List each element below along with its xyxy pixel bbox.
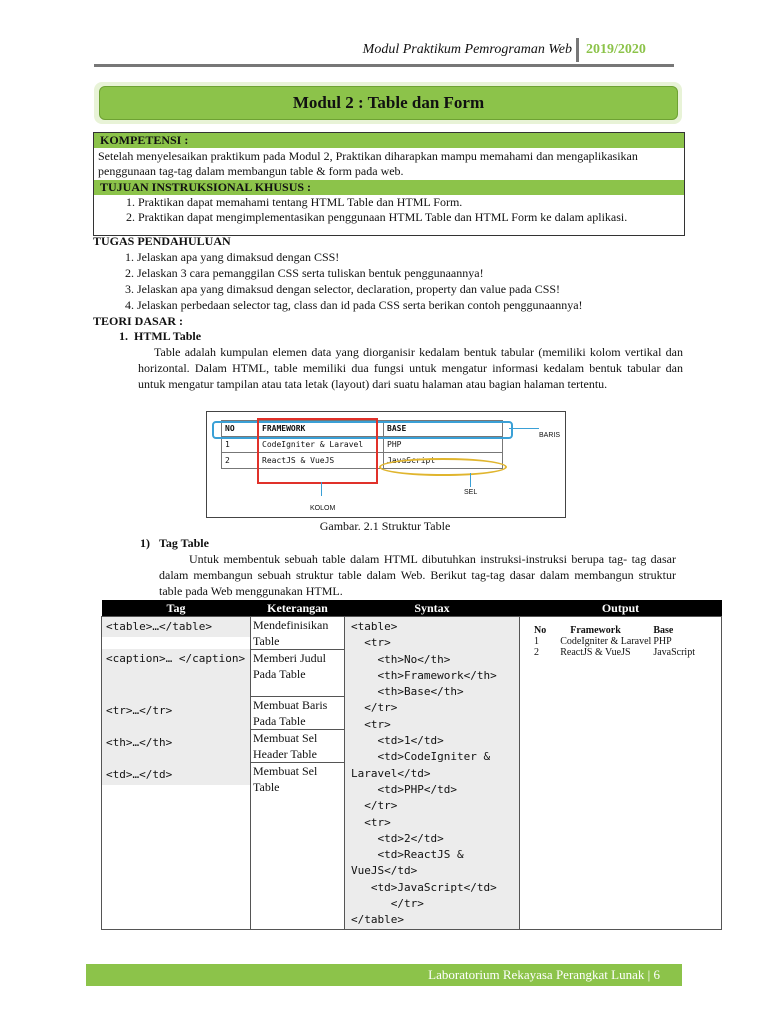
keterangan-text: Membuat Sel Table — [253, 764, 318, 794]
tag-code: <th>…</th> — [102, 733, 250, 765]
subheading-text: Tag Table — [159, 536, 209, 550]
table-header-cell: Keterangan — [251, 600, 345, 617]
figure-header-cell: NO — [222, 421, 259, 437]
output-header-cell: Base — [653, 625, 674, 636]
tag-table-section — [140, 536, 676, 599]
tag-code: <table>…</table> — [102, 617, 250, 637]
teori-heading: TEORI DASAR : — [93, 314, 184, 328]
table-header-cell: Output — [520, 600, 722, 617]
output-table — [534, 625, 695, 658]
output-cell: 2 — [534, 647, 539, 658]
output-cell: ReactJS & VueJS — [560, 647, 631, 658]
tag-table-subheading — [140, 536, 676, 551]
output-cell: 1 — [534, 636, 539, 647]
tujuan-heading: TUJUAN INSTRUKSIONAL KHUSUS : — [94, 180, 684, 195]
tugas-section — [93, 234, 683, 392]
output-header-cell: No — [534, 625, 547, 636]
keterangan-text: Membuat Sel Header Table — [251, 730, 344, 763]
keterangan-text: Mendefinisikan Table — [251, 617, 344, 650]
figure-cell: 2 — [222, 453, 259, 469]
list-item: 2. Praktikan dapat mengimplementasikan penggunaan HTML Table dan HTML Form ke dalam aplikasi. — [138, 210, 684, 225]
output-header-cell: Framework — [570, 625, 621, 636]
subheading-text: HTML Table — [134, 329, 202, 343]
module-title-box — [99, 86, 678, 120]
syntax-column — [345, 617, 520, 930]
figure-header-cell: FRAMEWORK — [259, 421, 384, 437]
subheading-number: 1) — [140, 536, 150, 550]
list-item: 4. Jelaskan perbedaan selector tag, class dan id pada CSS serta berikan contoh penggunaannya! — [137, 297, 683, 313]
tugas-list — [93, 249, 683, 313]
list-item: 1. Praktikan dapat memahami tentang HTML Table dan HTML Form. — [138, 195, 684, 210]
table-header-cell: Tag — [102, 600, 251, 617]
kolom-arrow-icon — [321, 482, 322, 496]
figure-cell: CodeIgniter & Laravel — [259, 437, 384, 453]
figure-cell: 1 — [222, 437, 259, 453]
figure-cell: JavaScript — [384, 453, 503, 469]
tugas-heading: TUGAS PENDAHULUAN — [93, 234, 231, 248]
header-rule — [94, 64, 674, 67]
sel-arrow-icon — [470, 473, 471, 487]
kompetensi-heading: KOMPETENSI : — [94, 133, 684, 148]
output-cell: CodeIgniter & Laravel — [560, 636, 652, 647]
footer-text: Laboratorium Rekayasa Perangkat Lunak | 6 — [428, 967, 660, 982]
header-separator — [576, 38, 579, 62]
figure-cell: ReactJS & VueJS — [259, 453, 384, 469]
column-highlight — [257, 418, 378, 484]
keterangan-column — [251, 617, 345, 930]
table-paragraph: Table adalah kumpulan elemen data yang diorganisir kedalam bentuk tabular (memiliki kolom vertikal dan horizontal. Dalam HTML, table memiliki dua fungsi untuk mengatur informasi kedalam bentuk tabular dan untuk mengatur tampilan atau tata letak (layout) dari suatu halaman atau bagian halaman tertentu. — [138, 345, 683, 391]
list-item: 2. Jelaskan 3 cara pemanggilan CSS serta tuliskan bentuk penggunaannya! — [137, 265, 683, 281]
subheading-number: 1. — [119, 329, 128, 343]
figure-cell: PHP — [384, 437, 503, 453]
tag-reference-table — [101, 600, 722, 930]
module-title: Modul 2 : Table dan Form — [292, 93, 485, 112]
tujuan-list — [94, 195, 684, 225]
tag-code: <tr>…</tr> — [102, 701, 250, 733]
list-item: 1. Jelaskan apa yang dimaksud dengan CSS! — [137, 249, 683, 265]
tag-code: <caption>… </caption> — [102, 649, 250, 701]
kompetensi-box — [93, 132, 685, 236]
running-header-year: 2019/2020 — [586, 42, 646, 57]
label-baris: BARIS — [539, 432, 561, 439]
keterangan-text: Memberi Judul Pada Table — [251, 650, 344, 697]
cell-highlight — [379, 458, 507, 476]
output-cell: PHP — [653, 636, 672, 647]
figure-header-cell: BASE — [384, 421, 503, 437]
kompetensi-text: Setelah menyelesaikan praktikum pada Modul 2, Praktikan diharapkan mampu memahami dan mengaplikasikan penggunaan tag-tag dalam membangun table & form pada web. — [98, 149, 638, 178]
label-sel: SEL — [464, 489, 478, 496]
tag-column — [102, 617, 251, 930]
tag-code: <td>…</td> — [102, 765, 250, 785]
keterangan-text: Membuat Baris Pada Table — [251, 697, 344, 730]
syntax-code: <table> <tr> <th>No</th> <th>Framework</th> <th>Base</th> </tr> <tr> <td>1</td> <td>CodeIgniter & Laravel</td> <td>PHP</td> </tr> <tr> <td>2</td> <td>ReactJS & VueJS</td> <td>JavaScript</td> </tr> </table> — [345, 617, 519, 929]
table-structure-figure — [206, 411, 566, 518]
figure-caption: Gambar. 2.1 Struktur Table — [319, 519, 451, 533]
tag-table-paragraph: Untuk membentuk sebuah table dalam HTML dibutuhkan instruksi-instruksi berupa tag- tag dasar dalam membangun sebuah struktur table dalam Web. Berikut tag-tag dasar dalam membangun struktur table pada Web menggunakan HTML. — [159, 552, 676, 598]
baris-arrow-icon — [509, 428, 539, 429]
label-kolom: KOLOM — [310, 505, 336, 512]
html-table-subheading — [93, 329, 683, 344]
output-cell: JavaScript — [653, 647, 695, 658]
running-header-title: Modul Praktikum Pemrograman Web — [362, 42, 572, 57]
table-header-cell: Syntax — [345, 600, 520, 617]
list-item: 3. Jelaskan apa yang dimaksud dengan selector, declaration, property dan value pada CSS! — [137, 281, 683, 297]
output-column — [520, 617, 722, 930]
